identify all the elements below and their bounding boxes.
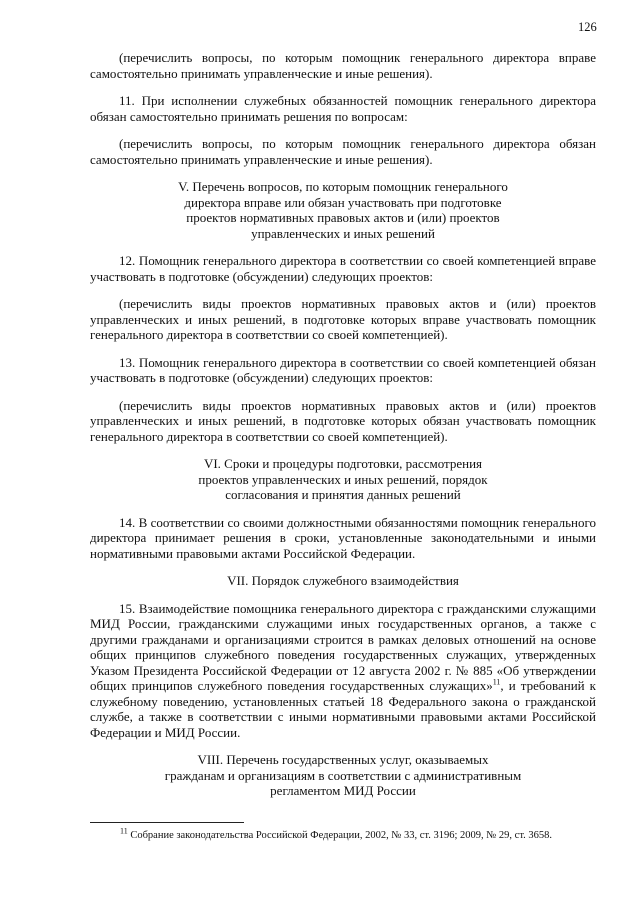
heading-line: проектов управленческих и иных решений, порядок	[198, 471, 488, 487]
paragraph-10-note: (перечислить вопросы, по которым помощник генерального директора вправе самостоятельно принимать управленческие и иные решения).	[90, 50, 596, 81]
paragraph-15-text-cont: , и требований к служебному поведению, установленных статьей 18 Федерального закона о гражданской службе, а также в соответствии с иными нормативными правовыми актами Российской Федерации и МИД России.	[90, 678, 596, 740]
footnote-text: Собрание законодательства Российской Федерации, 2002, № 33, ст. 3196; 2009, № 29, ст. 3658.	[127, 830, 552, 841]
section-heading-viii	[90, 752, 596, 799]
footnote-marker: 11	[120, 826, 128, 836]
document-body	[90, 50, 596, 799]
paragraph-13: 13. Помощник генерального директора в соответствии со своей компетенцией обязан участвовать в подготовке (обсуждении) следующих проектов:	[90, 354, 596, 385]
heading-line: регламентом МИД России	[270, 783, 416, 798]
heading-line: управленческих и иных решений	[251, 225, 435, 241]
footnote-reference: 11	[492, 677, 501, 687]
paragraph-14: 14. В соответствии со своими должностными обязанностями помощник генерального директора принимает решения в сроки, установленные законодательными и иными нормативными правовыми актами Российской Федерации.	[90, 514, 596, 561]
section-heading-vii: VII. Порядок служебного взаимодействия	[227, 573, 459, 588]
paragraph-15	[90, 601, 596, 741]
paragraph-11: 11. При исполнении служебных обязанностей помощник генерального директора обязан самостоятельно принимать решения по вопросам:	[90, 93, 596, 124]
section-heading-vi	[90, 456, 596, 503]
paragraph-12-note: (перечислить виды проектов нормативных правовых актов и (или) проектов управленческих и иных решений, в подготовке которых вправе участвовать помощник генерального директора в соответствии со своей компетенцией).	[90, 296, 596, 342]
paragraph-15-text: 15. Взаимодействие помощника генерального директора с гражданскими служащими МИД России, гражданскими служащими иных государственных органов, а также с другими гражданами и организациями строится в рамках деловых отношений на основе общих принципов служебного поведения государственных служащих, утвержденных Указом Президента Российской Федерации от 12 августа 2002 г. № 885 «Об утверждении общих принципов служебного поведения государственных служащих»	[90, 600, 596, 693]
footnote	[120, 826, 600, 842]
heading-line: согласования и принятия данных решений	[225, 487, 461, 502]
footnote-divider	[90, 822, 244, 823]
heading-line: VI. Сроки и процедуры подготовки, рассмотрения	[203, 456, 483, 471]
paragraph-13-note: (перечислить виды проектов нормативных правовых актов и (или) проектов управленческих и иных решений, в подготовке которых обязан участвовать помощник генерального директора в соответствии со своей компетенцией).	[90, 397, 596, 444]
heading-line: VIII. Перечень государственных услуг, оказываемых	[197, 752, 489, 767]
paragraph-11-note: (перечислить вопросы, по которым помощник генерального директора обязан самостоятельно принимать управленческие и иные решения).	[90, 136, 596, 167]
heading-line: гражданам и организациям в соответствии с административным	[164, 767, 522, 783]
heading-line: V. Перечень вопросов, по которым помощник генерального	[178, 179, 508, 194]
section-heading-v	[90, 179, 596, 241]
heading-line: проектов нормативных правовых актов и (или) проектов	[186, 210, 500, 225]
page-number: 126	[578, 20, 597, 34]
paragraph-12: 12. Помощник генерального директора в соответствии со своей компетенцией вправе участвовать в подготовке (обсуждении) следующих проектов:	[90, 253, 596, 284]
heading-line: директора вправе или обязан участвовать при подготовке	[184, 194, 502, 210]
